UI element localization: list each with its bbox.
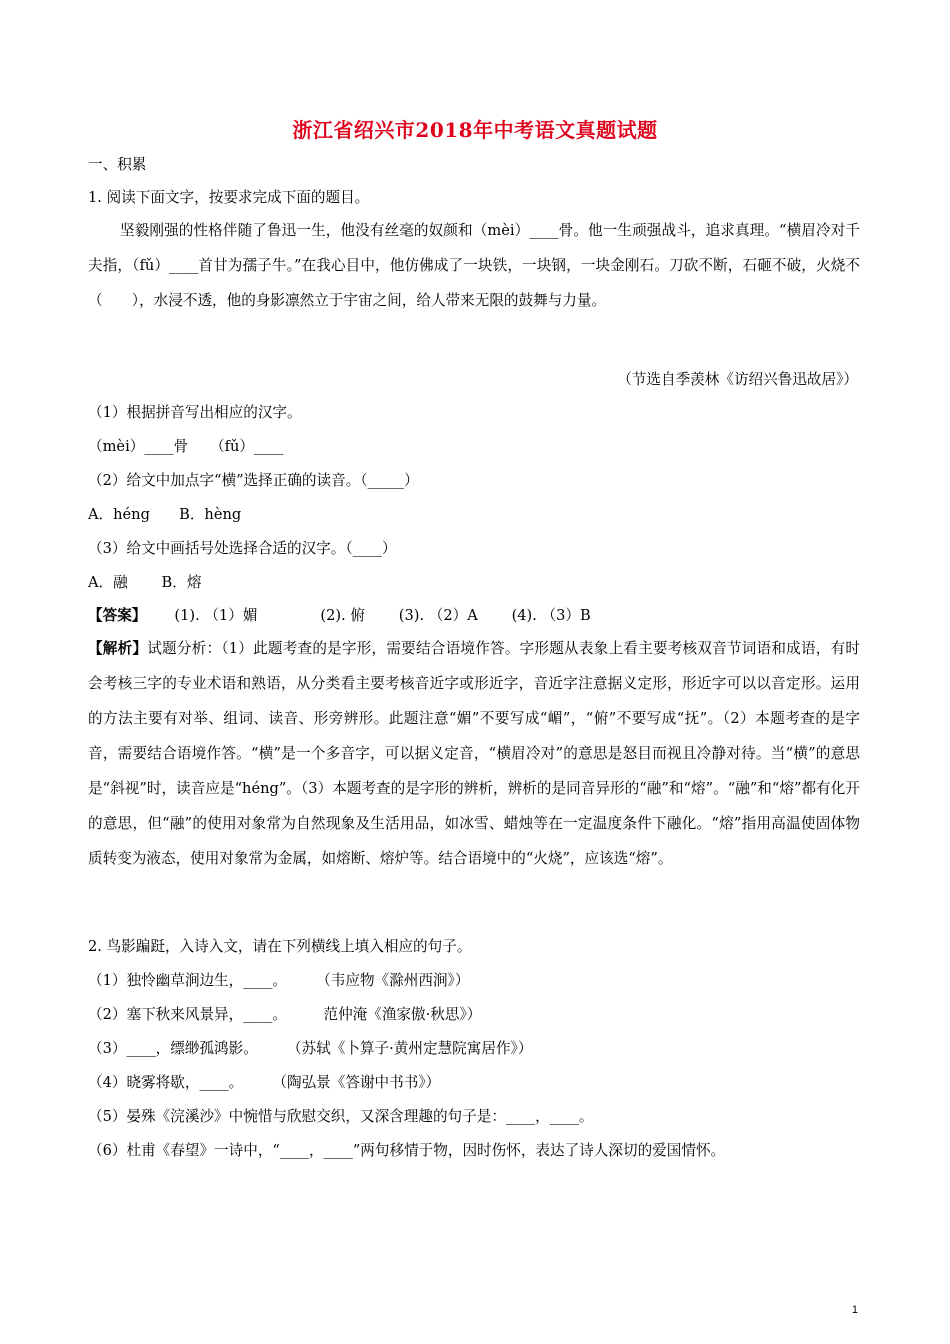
sub-question-3: （3）给文中画括号处选择合适的汉字。（____） — [88, 540, 397, 557]
poem-item: （1）独怜幽草涧边生，____。 （韦应物《滁州西涧》） — [88, 972, 470, 989]
sub-question-2-options: A．héng B．hèng — [88, 506, 242, 523]
question-1-passage: 坚毅刚强的性格伴随了鲁迅一生，他没有丝毫的奴颜和（mèi）____骨。他一生顽强战斗，追求真理。“横眉冷对千夫指，（fǔ）____首甘为孺子牛。”在我心目中，他仿佛成了一块铁，一块钢，一块金刚石。刀砍不断，石砸不破，火烧不（ ），水浸不透，他的身影凛然立于宇宙之间，给人带来无限的鼓舞与力量。 — [88, 222, 860, 309]
answer-line — [88, 606, 591, 626]
poem-item: （4）晓雾将歇，____。 （陶弘景《答谢中书书》） — [88, 1074, 441, 1091]
poem-item: （6）杜甫《春望》一诗中，“____，____”两句移情于物，因时伤怀，表达了诗人深切的爱国情怀。 — [88, 1142, 726, 1159]
page-title: 浙江省绍兴市2018年中考语文真题试题 — [292, 118, 658, 142]
sub-question-3-options: A．融 B．熔 — [88, 574, 202, 591]
section-heading: 一、积累 — [88, 156, 147, 173]
analysis-block — [88, 631, 860, 876]
analysis-label: 【解析】 — [88, 640, 148, 657]
poem-item: （3）____，缥缈孤鸿影。 （苏轼《卜算子·黄州定慧院寓居作》） — [88, 1040, 533, 1057]
question-1-stem: 1. 阅读下面文字，按要求完成下面的题目。 — [88, 189, 370, 206]
sub-question-2: （2）给文中加点字“横”选择正确的读音。（_____） — [88, 472, 419, 489]
sub-question-1: （1）根据拼音写出相应的汉字。 — [88, 404, 302, 421]
analysis-text: 试题分析：（1）此题考查的是字形，需要结合语境作答。字形题从表象上看主要考核双音节词语和成语，有时会考核三字的专业术语和熟语，从分类看主要考核音近字或形近字，音近字注意据义定形，形近字可以以音定形。运用的方法主要有对举、组词、读音、形旁辨形。此题注意“媚”不要写成“嵋”，“俯”不要写成“抚”。（2）本题考查的是字音，需要结合语境作答。“横”是一个多音字，可以据义定音，“横眉冷对”的意思是怒目而视且冷静对待。当“横”的意思是“斜视”时，读音应是“héng”。（3）本题考查的是字形的辨析，辨析的是同音异形的“融”和“熔”。“融”和“熔”都有化开的意思，但“融”的使用对象常为自然现象及生活用品，如冰雪、蜡烛等在一定温度条件下融化。“熔”指用高温使固体物质转变为液态，使用对象常为金属，如熔断、熔炉等。结合语境中的“火烧”，应该选“熔”。 — [88, 640, 860, 867]
poem-item: （2）塞下秋来风景异，____。 范仲淹《渔家傲·秋思》） — [88, 1006, 482, 1023]
page-number: 1 — [851, 1304, 858, 1316]
sub-question-1-blanks: （mèi）____骨 （fǔ）____ — [88, 438, 284, 455]
question-2-stem: 2. 鸟影蹁跹，入诗入文，请在下列横线上填入相应的句子。 — [88, 938, 472, 955]
passage-source: （节选自季羡林《访绍兴鲁迅故居》） — [617, 371, 858, 388]
answer-text: (1). （1）媚 (2). 俯 (3). （2）A (4). （3）B — [174, 607, 591, 624]
answer-label: 【答案】 — [88, 607, 147, 624]
poem-item: （5）晏殊《浣溪沙》中惋惜与欣慰交织，又深含理趣的句子是：____，____。 — [88, 1108, 594, 1125]
